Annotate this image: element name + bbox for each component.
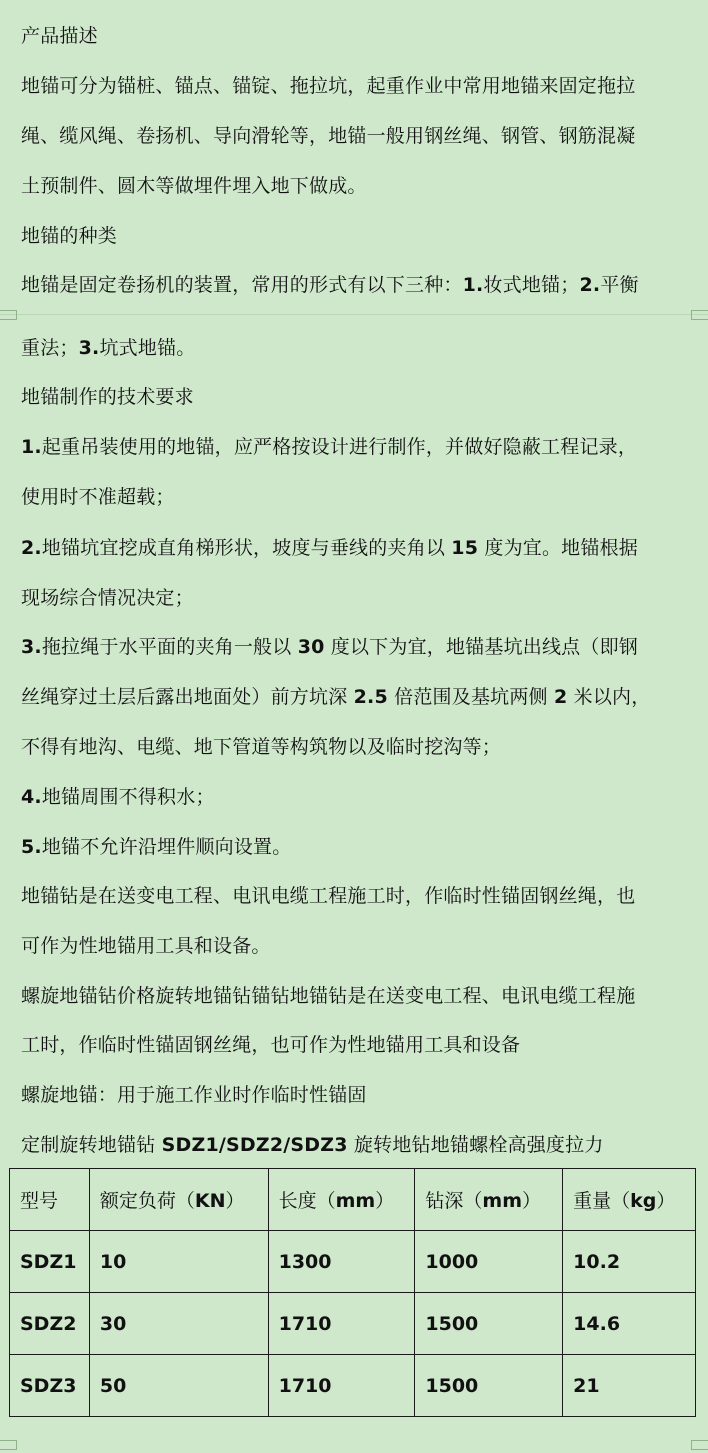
table-caption: 定制旋转地锚钻 SDZ1/SDZ2/SDZ3 旋转地钻地锚螺栓高强度拉力 (21, 1134, 604, 1156)
page-corner-mark (0, 1440, 17, 1450)
paragraph-line: 螺旋地锚钻价格旋转地锚钻锚钻地锚钻是在送变电工程、电讯电缆工程施 (21, 985, 636, 1007)
table-header-cell: 重量（kg） (563, 1169, 696, 1231)
requirement-line: 丝绳穿过土层后露出地面处）前方坑深 2.5 倍范围及基坑两侧 2 米以内， (21, 686, 651, 708)
requirement-line: 5.地锚不允许沿埋件顺向设置。 (21, 836, 292, 858)
table-row (10, 1355, 696, 1417)
table-cell: 14.6 (563, 1293, 696, 1355)
requirement-line: 现场综合情况决定； (21, 587, 194, 609)
heading-anchor-types: 地锚的种类 (21, 225, 118, 247)
heading-product-description: 产品描述 (21, 25, 98, 47)
table-cell: 30 (89, 1293, 268, 1355)
table-cell: SDZ1 (10, 1231, 90, 1293)
table-cell: 1300 (268, 1231, 415, 1293)
table-cell: 1710 (268, 1293, 415, 1355)
table-cell: 1500 (415, 1293, 563, 1355)
page-break-divider (0, 314, 708, 315)
paragraph-line: 绳、缆风绳、卷扬机、导向滑轮等，地锚一般用钢丝绳、钢管、钢筋混凝 (21, 125, 636, 147)
paragraph-line: 工时，作临时性锚固钢丝绳，也可作为性地锚用工具和设备 (21, 1034, 521, 1056)
requirement-line: 4.地锚周围不得积水； (21, 786, 215, 808)
requirement-line: 2.地锚坑宜挖成直角梯形状，坡度与垂线的夹角以 15 度为宜。地锚根据 (21, 537, 638, 559)
table-cell: 10.2 (563, 1231, 696, 1293)
paragraph-line: 可作为性地锚用工具和设备。 (21, 935, 271, 957)
requirement-line: 不得有地沟、电缆、地下管道等构筑物以及临时挖沟等； (21, 736, 502, 758)
table-cell: 1000 (415, 1231, 563, 1293)
paragraph-line: 地锚钻是在送变电工程、电讯电缆工程施工时，作临时性锚固钢丝绳，也 (21, 885, 636, 907)
page-corner-mark (691, 310, 708, 320)
table-header-cell: 额定负荷（KN） (89, 1169, 268, 1231)
table-cell: 50 (89, 1355, 268, 1417)
paragraph-line: 土预制件、圆木等做埋件埋入地下做成。 (21, 175, 367, 197)
paragraph-line: 地锚可分为锚桩、锚点、锚锭、拖拉坑，起重作业中常用地锚来固定拖拉 (21, 75, 636, 97)
table-cell: 21 (563, 1355, 696, 1417)
table-header-cell: 钻深（mm） (415, 1169, 563, 1231)
table-cell: 1500 (415, 1355, 563, 1417)
paragraph-line: 地锚是固定卷扬机的装置，常用的形式有以下三种：1.妆式地锚；2.平衡 (21, 274, 639, 296)
page-corner-mark (0, 310, 17, 320)
table-cell: SDZ3 (10, 1355, 90, 1417)
table-header-cell: 型号 (10, 1169, 90, 1231)
requirement-line: 3.拖拉绳于水平面的夹角一般以 30 度以下为宜，地锚基坑出线点（即钢 (21, 636, 638, 658)
table-header-row (10, 1169, 696, 1231)
spec-table (9, 1168, 696, 1417)
table-cell: SDZ2 (10, 1293, 90, 1355)
table-cell: 10 (89, 1231, 268, 1293)
table-header-cell: 长度（mm） (268, 1169, 415, 1231)
paragraph-line: 重法；3.坑式地锚。 (21, 337, 196, 359)
requirement-line: 使用时不准超载； (21, 486, 175, 508)
table-cell: 1710 (268, 1355, 415, 1417)
heading-technical-requirements: 地锚制作的技术要求 (21, 386, 194, 408)
table-row (10, 1293, 696, 1355)
table-row (10, 1231, 696, 1293)
paragraph-line: 螺旋地锚：用于施工作业时作临时性锚固 (21, 1084, 367, 1106)
requirement-line: 1.起重吊装使用的地锚，应严格按设计进行制作，并做好隐蔽工程记录， (21, 436, 638, 458)
page-corner-mark (691, 1440, 708, 1450)
